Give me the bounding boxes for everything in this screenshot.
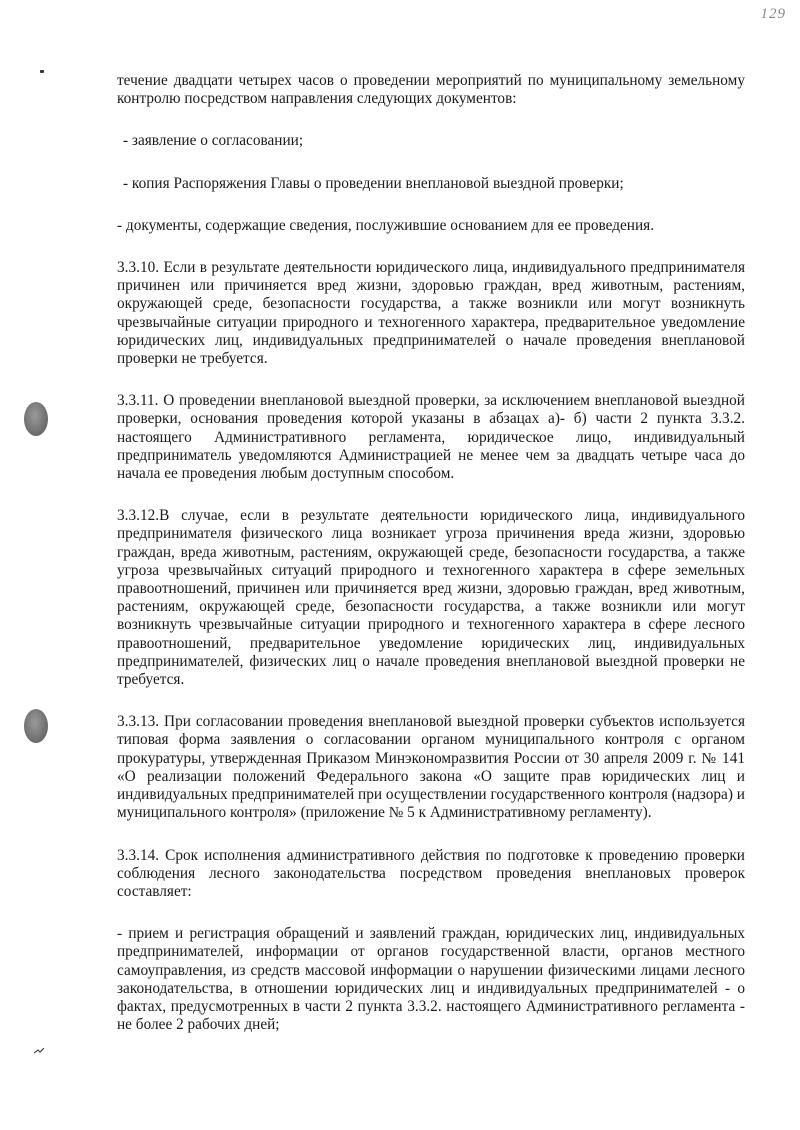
list-item: - копия Распоряжения Главы о проведении внеплановой выездной проверки;	[123, 174, 624, 192]
punch-hole	[24, 402, 48, 436]
paragraph-intro: течение двадцати четырех часов о проведении мероприятий по муниципальному земельному контролю посредством направления следующих документов:	[117, 72, 745, 108]
page-number: 129	[760, 6, 786, 22]
paragraph-3-3-11: 3.3.11. О проведении внеплановой выездной проверки, за исключением внеплановой выездной проверки, основания проведения которой указаны в абзацах а)- б) части 2 пункта 3.3.2. настоящего Административного регламента, юридическое лицо, индивидуальный предприниматель уведомляются Администрацией не менее чем за двадцать четыре часа до начала ее проведения любым доступным способом.	[117, 392, 745, 483]
paragraph-3-3-14: 3.3.14. Срок исполнения административного действия по подготовке к проведению проверки соблюдения лесного законодательства посредством проведения внеплановых проверок составляет:	[117, 846, 745, 900]
list-item: - документы, содержащие сведения, послужившие основанием для ее проведения.	[117, 216, 655, 234]
list-item: - прием и регистрация обращений и заявлений граждан, юридических лиц, индивидуальных предпринимателей, информации от органов государственной власти, органов местного самоуправления, из средств массовой информации о нарушении физическими лицами лесного законодательства, в отношении юридических лиц и индивидуальных предпринимателей - о фактах, предусмотренных в части 2 пункта 3.3.2. настоящего Административного регламента - не более 2 рабочих дней;	[117, 925, 745, 1034]
paragraph-3-3-12: 3.3.12.В случае, если в результате деятельности юридического лица, индивидуального предпринимателя физического лица возникает угроза причинения вреда жизни, здоровью граждан, вреда животным, растениям, окружающей среде, безопасности государства, а также угроза чрезвычайных ситуаций природного и техногенного характера в сфере земельных правоотношений, причинен или причиняется вред жизни, здоровью граждан, вред животным, растениям, окружающей среде, безопасности государства, а также возникли или могут возникнуть чрезвычайные ситуации природного и техногенного характера в сфере лесного правоотношений, предварительное уведомление юридических лиц, индивидуальных предпринимателей, физических лиц о начале проведения внеплановой выездной проверки не требуется.	[117, 507, 745, 689]
paragraph-3-3-10: 3.3.10. Если в результате деятельности юридического лица, индивидуального предпринимателя причинен или причиняется вред жизни, здоровью граждан, вред животным, растениям, окружающей среде, безопасности государства, а также возникли или могут возникнуть чрезвычайные ситуации природного и техногенного характера, предварительное уведомление юридических лиц, индивидуальных предпринимателей о начале проведения внеплановой проверки не требуется.	[117, 259, 745, 368]
scan-mark	[34, 1048, 44, 1054]
punch-hole	[24, 709, 48, 743]
list-item: - заявление о согласовании;	[123, 132, 304, 150]
paragraph-3-3-13: 3.3.13. При согласовании проведения внеплановой выездной проверки субъектов используется типовая форма заявления о согласовании органом муниципального контроля с органом прокуратуры, утвержденная Приказом Минэкономразвития России от 30 апреля 2009 г. № 141 «О реализации положений Федерального закона «О защите прав юридических лиц и индивидуальных предпринимателей при осуществлении государственного контроля (надзора) и муниципального контроля» (приложение № 5 к Административному регламенту).	[117, 713, 745, 822]
scan-mark	[40, 70, 44, 73]
document-body	[117, 72, 745, 1058]
